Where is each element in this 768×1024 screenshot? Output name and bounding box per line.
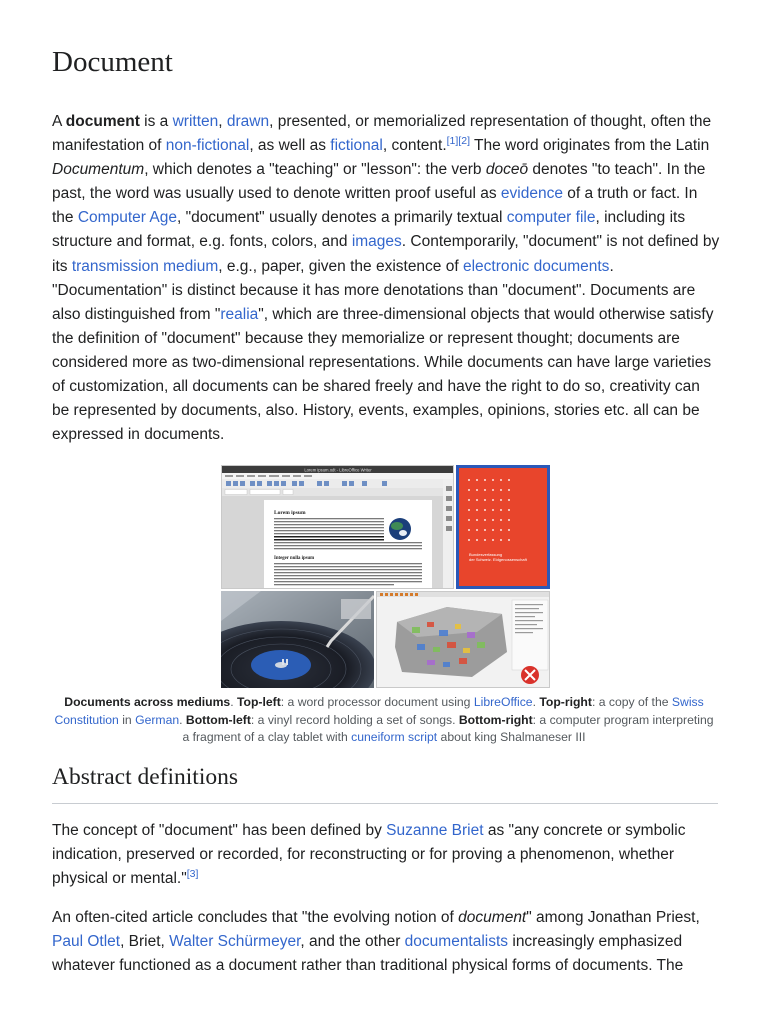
intro-paragraph [52, 110, 720, 447]
link-written[interactable]: written [172, 113, 219, 130]
text-run: of a truth or fact. In the [52, 185, 698, 227]
text-run: , as well as [249, 137, 331, 155]
link-computer-file[interactable]: computer file [506, 209, 596, 227]
libre-doc-subheading: Integer nulla ipsum [274, 556, 315, 561]
text-run: An often-cited article concludes that "the evolving notion of [52, 909, 459, 926]
caption-text: about king Shalmaneser III [437, 730, 586, 744]
vinyl-record-photo [221, 591, 374, 688]
figure-caption [52, 694, 716, 747]
link-libreoffice[interactable]: LibreOffice [473, 695, 533, 709]
libre-doc-heading: Lorem ipsum [274, 510, 306, 516]
text-run: increasingly emphasized whatever functioned as a document rather than traditional physical forms of documents. The [52, 933, 684, 975]
text-run: as "any concrete or symbolic indication, preserved or recorded, for reconstructing or for proving a phenomenon, whether physical or mental." [52, 822, 686, 888]
text-run: , Briet, [120, 933, 170, 951]
link-fictional[interactable]: fictional [330, 137, 383, 155]
link-suzanne-briet[interactable]: Suzanne Briet [386, 822, 484, 839]
link-evidence[interactable]: evidence [500, 185, 563, 203]
link-realia[interactable]: realia [220, 305, 259, 323]
paragraph-briet-definition [52, 819, 720, 891]
paragraph-evolving-notion [52, 906, 720, 978]
text-run: The word originates from the Latin [470, 137, 710, 155]
caption-text: : a vinyl record holding a set of songs. [250, 712, 459, 727]
link-walter-schurmeyer[interactable]: Walter Schürmeyer [169, 933, 301, 951]
text-run: denotes "to teach". In the past, the word was usually used to denote written proof useful as [52, 161, 706, 203]
caption-text: : a copy of the [591, 695, 672, 709]
book-title-line-1: Bundesverfassung [469, 552, 503, 557]
link-documentalists[interactable]: documentalists [404, 933, 509, 951]
link-paul-otlet[interactable]: Paul Otlet [52, 933, 121, 951]
page-title: Document [52, 46, 173, 78]
link-electronic-documents[interactable]: electronic documents [462, 257, 610, 275]
italic-term: doceō [485, 161, 529, 179]
caption-bold: Bottom-left [185, 712, 251, 727]
text-run: is a [139, 113, 173, 130]
caption-text: : a word processor document using [280, 695, 474, 709]
link-non-fictional[interactable]: non-fictional [165, 137, 250, 155]
book-title-line-2: der Schweiz. Eidgenossenschaft [469, 557, 527, 562]
caption-bold: Top-right [539, 695, 592, 709]
text-run: , "document" usually denotes a primarily textual [176, 209, 507, 227]
caption-text: in [118, 712, 136, 727]
link-drawn[interactable]: drawn [226, 113, 270, 130]
bold-term: document [65, 113, 140, 130]
caption-text: . [532, 695, 540, 709]
text-run: , [218, 113, 227, 130]
text-run: . Contemporarily, "document" is not defined by its [52, 233, 720, 275]
libreoffice-window-drawing [222, 466, 454, 589]
documents-collage-image[interactable] [221, 465, 550, 688]
caption-text: : a computer program interpreting a fragment of a clay tablet with [182, 712, 714, 744]
link-cuneiform-script[interactable]: cuneiform script [351, 730, 438, 744]
text-run: A [52, 113, 66, 130]
swiss-constitution-book [456, 465, 550, 589]
reference-1[interactable]: [1] [446, 135, 459, 148]
text-run: The concept of "document" has been defined by [52, 822, 387, 839]
caption-bold: Bottom-right [458, 712, 533, 727]
link-images[interactable]: images [351, 233, 402, 251]
text-run: ", which are three-dimensional objects that would otherwise satisfy the definition of "document" because they memorialize or represent thought; documents are considered more as two-dimensional representations. While documents can have large varieties of customization, all documents can be shared freely and have the right to do so, creativity can be represented by documents, also. History, events, examples, opinions, stories etc. all can be expressed in documents. [52, 305, 714, 444]
clay-tablet-drawing [377, 592, 550, 688]
italic-term: Documentum [52, 161, 145, 179]
link-swiss-constitution[interactable]: Swiss Constitution [54, 695, 704, 727]
reference-2[interactable]: [2] [458, 135, 470, 148]
caption-text: . [230, 695, 237, 709]
caption-bold: Top-left [237, 695, 281, 709]
section-heading-abstract-definitions: Abstract definitions [52, 764, 718, 804]
text-run: , content. [382, 137, 447, 155]
text-run: " among Jonathan Priest, [526, 909, 700, 926]
text-run: , including its structure and format, e.g. fonts, colors, and [52, 209, 686, 251]
text-run: . "Documentation" is distinct because it has more denotations than "document". Documents are also distinguished from " [52, 257, 696, 323]
text-run: , presented, or memorialized representation of thought, often the manifestation of [52, 113, 712, 155]
text-run: , e.g., paper, given the existence of [218, 257, 463, 275]
caption-bold: Documents across mediums [64, 695, 231, 709]
book-cover-drawing [459, 468, 547, 586]
clay-tablet-program-screenshot [376, 591, 550, 688]
caption-text: . [179, 712, 186, 727]
libre-window-title: Lorem ipsum.odt - LibreOffice Writer [304, 467, 372, 473]
text-run: , and the other [300, 933, 405, 951]
link-german[interactable]: German [135, 712, 180, 727]
libreoffice-screenshot [221, 465, 454, 589]
link-computer-age[interactable]: Computer Age [77, 209, 177, 227]
reference-3[interactable]: [3] [186, 868, 199, 881]
link-transmission-medium[interactable]: transmission medium [71, 257, 219, 275]
text-run: , which denotes a "teaching" or "lesson": the verb [144, 161, 486, 179]
italic-term: document [458, 909, 527, 926]
vinyl-record-drawing [221, 591, 374, 688]
